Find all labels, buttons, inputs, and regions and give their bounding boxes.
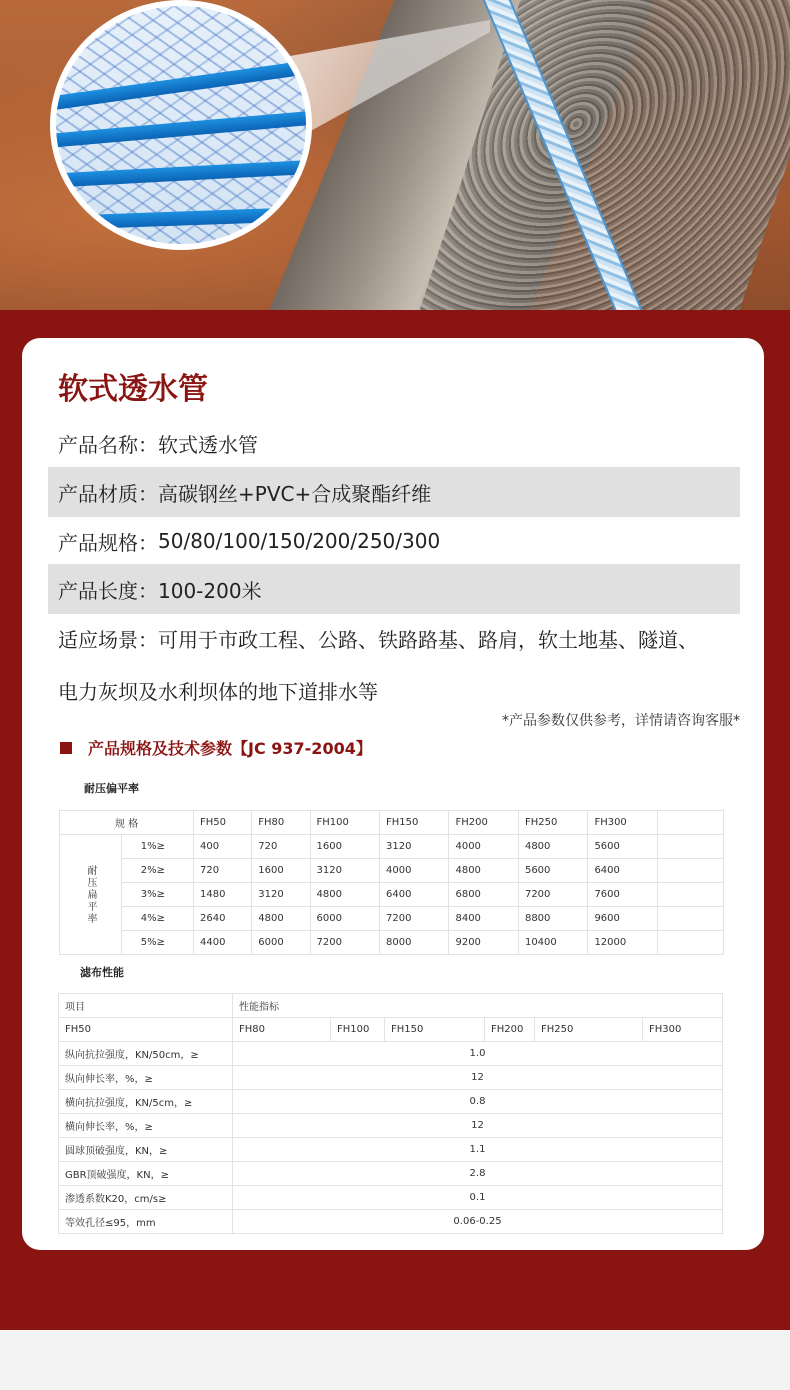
table-row [60,931,724,955]
table-cell: 10400 [518,931,587,955]
table-row [59,1042,723,1066]
row-value: 软式透水管 [158,432,258,457]
empty-cell [437,1018,485,1042]
table-cell: 4800 [518,835,587,859]
table-header-cell: FH200 [449,811,518,835]
table-cell: 720 [194,859,252,883]
hero-photo [0,0,790,310]
table-cell: 9200 [449,931,518,955]
row-label-cell: 横向抗拉强度，KN/5cm，≥ [59,1090,233,1114]
spec-section-heading [60,736,372,759]
table-header-cell: FH200 [485,1018,535,1042]
table1-title: 耐压偏平率 [84,782,139,795]
table-row [59,1210,723,1234]
product-spec-row [48,516,740,566]
table-row [59,1186,723,1210]
table-header-cell: FH100 [331,1018,385,1042]
table-cell: 6000 [252,931,310,955]
table-header-cell: FH300 [588,811,658,835]
table-cell: 7600 [588,883,658,907]
row-label-cell: 渗透系数K20，cm/s≥ [59,1186,233,1210]
table-cell: 1.0 [233,1042,723,1066]
product-title: 软式透水管 [58,372,208,407]
row-label-cell: 圆球顶破强度，KN，≥ [59,1138,233,1162]
table-cell: 0.1 [233,1186,723,1210]
table-cell: 4000 [379,859,448,883]
scene-line-2: 电力灰坝及水利坝体的地下道排水等 [58,680,378,704]
table-header-cell: FH150 [385,1018,437,1042]
table-cell: 8400 [449,907,518,931]
table-header-cell: FH100 [310,811,379,835]
table-cell: 0.8 [233,1090,723,1114]
row-group-label: 耐压扁平率 [60,835,122,955]
scene-label: 适应场景： [58,628,158,652]
table-cell: 8000 [379,931,448,955]
table-row [59,994,723,1018]
table-cell: 12 [233,1066,723,1090]
product-name-row [48,418,740,468]
table-cell: 1.1 [233,1138,723,1162]
row-label-cell: GBR顶破强度，KN，≥ [59,1162,233,1186]
table-cell: 1600 [252,859,310,883]
scene-line-1 [58,624,698,653]
table-cell: 6400 [379,883,448,907]
pressure-flattening-table [59,810,724,955]
empty-cell [658,907,724,931]
table-cell: 400 [194,835,252,859]
table-cell: 7200 [379,907,448,931]
table-cell: 4000 [449,835,518,859]
table-cell: 4800 [252,907,310,931]
table-row [60,811,724,835]
spec-header-cell: 规 格 [60,811,194,835]
table-cell: 7200 [518,883,587,907]
table-header-cell: FH50 [194,811,252,835]
empty-cell [658,835,724,859]
table2-title: 滤布性能 [80,966,124,979]
pipe-closeup-graphic [50,0,312,250]
table-header-cell: FH150 [379,811,448,835]
table-row [59,1138,723,1162]
row-label-cell: 纵向抗拉强度，KN/50cm，≥ [59,1042,233,1066]
table-cell: 12000 [588,931,658,955]
table-cell: 720 [252,835,310,859]
table-cell: 4800 [449,859,518,883]
row-value: 高碳钢丝+PVC+合成聚酯纤维 [158,481,432,506]
table-cell: 7200 [310,931,379,955]
product-material-row [48,467,740,517]
row-label-cell: 横向伸长率，%，≥ [59,1114,233,1138]
table-row [60,835,724,859]
product-length-row [48,564,740,614]
table-row [59,1090,723,1114]
table-header-cell: FH80 [233,1018,331,1042]
table-cell: 3120 [379,835,448,859]
table-cell: 6800 [449,883,518,907]
scene-text-1: 可用于市政工程、公路、铁路路基、路肩，软土地基、隧道、 [158,628,698,652]
table-cell: 6000 [310,907,379,931]
table-cell: 2640 [194,907,252,931]
table-cell: 3120 [310,859,379,883]
empty-cell [658,883,724,907]
empty-cell [658,859,724,883]
empty-cell [658,931,724,955]
table-row [59,1066,723,1090]
row-label: 产品规格： [58,530,158,555]
empty-cell [658,811,724,835]
row-label-cell: 等效孔径≤95，mm [59,1210,233,1234]
row-label-cell: 3%≥ [122,883,194,907]
item-header-cell: 项目 [59,994,233,1018]
filter-cloth-table [58,993,723,1234]
row-value: 100-200米 [158,578,262,603]
table-row [59,1018,723,1042]
table-cell: 6400 [588,859,658,883]
table-row [59,1162,723,1186]
perf-header-cell: 性能指标 [233,994,723,1018]
table-cell: 9600 [588,907,658,931]
section-title: 产品规格及技术参数【JC 937-2004】 [88,739,372,758]
table-row [60,883,724,907]
disclaimer-note: *产品参数仅供参考，详情请咨询客服* [502,713,740,729]
table-row [60,859,724,883]
table-cell: 1600 [310,835,379,859]
row-value: 50/80/100/150/200/250/300 [158,529,441,553]
table-header-cell: FH250 [518,811,587,835]
table-cell: 4400 [194,931,252,955]
table-header-cell: FH80 [252,811,310,835]
table-cell: 5600 [588,835,658,859]
row-label: 产品材质： [58,481,158,506]
table-header-cell: FH250 [535,1018,643,1042]
square-bullet-icon [60,742,72,754]
table-cell: 12 [233,1114,723,1138]
table-cell: 8800 [518,907,587,931]
row-label: 产品长度： [58,578,158,603]
row-label-cell: 1%≥ [122,835,194,859]
table-cell: 5600 [518,859,587,883]
row-label-cell: 2%≥ [122,859,194,883]
table-row [60,907,724,931]
table-cell: 3120 [252,883,310,907]
row-label: 产品名称： [58,432,158,457]
table-row [59,1114,723,1138]
table-header-cell: FH50 [59,1018,233,1042]
table-cell: 4800 [310,883,379,907]
table-cell: 2.8 [233,1162,723,1186]
table-header-cell: FH300 [643,1018,723,1042]
row-label-cell: 4%≥ [122,907,194,931]
product-card [22,338,764,1250]
row-label-cell: 纵向伸长率，%，≥ [59,1066,233,1090]
row-label-cell: 5%≥ [122,931,194,955]
table-cell: 0.06-0.25 [233,1210,723,1234]
table-cell: 1480 [194,883,252,907]
